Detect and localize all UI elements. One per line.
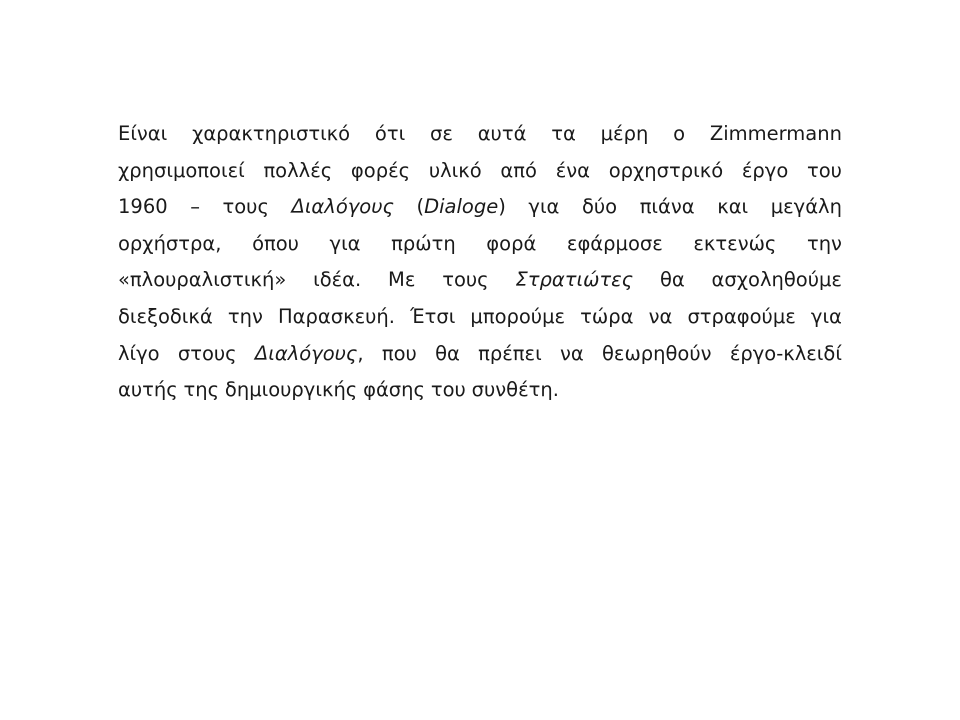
- word: δημιουργικής: [224, 378, 358, 402]
- italic-title-word: Dialoge: [424, 195, 499, 219]
- word: θα: [435, 341, 460, 365]
- word: Διαλόγους,: [254, 341, 364, 365]
- word: πολλές: [263, 158, 333, 182]
- word: πρέπει: [478, 341, 542, 365]
- word: Παρασκευή.: [277, 304, 395, 328]
- text-line: [118, 116, 842, 153]
- word: όπου: [252, 231, 299, 255]
- word: υλικό: [428, 158, 482, 182]
- word: θεωρηθούν: [601, 341, 712, 365]
- word: διεξοδικά: [118, 304, 213, 328]
- word: Είναι: [118, 122, 168, 145]
- word: 1960: [118, 195, 168, 219]
- text-line: [118, 336, 842, 373]
- word: έργο: [741, 158, 789, 182]
- word: τώρα: [580, 304, 634, 328]
- word: του: [430, 378, 466, 402]
- text-line: [118, 189, 842, 226]
- word: πρώτη: [391, 231, 456, 255]
- word: ορχήστρα,: [118, 231, 222, 255]
- word: έργο-κλειδί: [729, 341, 842, 365]
- word: την: [806, 231, 842, 255]
- word: από: [500, 158, 537, 182]
- text-line: [118, 226, 842, 263]
- word: της: [183, 378, 220, 402]
- word: αυτά: [477, 122, 527, 145]
- word: φάσης: [363, 378, 425, 402]
- word: στραφούμε: [687, 304, 796, 328]
- word: Με: [388, 268, 416, 292]
- word: πιάνα: [639, 195, 695, 219]
- word: και: [717, 195, 749, 219]
- word: τα: [551, 122, 576, 145]
- word: ένα: [555, 158, 590, 182]
- word: του: [807, 158, 842, 182]
- word: «πλουραλιστική»: [118, 268, 287, 292]
- word: για: [810, 304, 842, 328]
- word: ότι: [374, 122, 406, 145]
- word: ασχοληθούμε: [711, 268, 842, 292]
- word: λίγο: [118, 341, 160, 365]
- word: χρησιμοποιεί: [118, 158, 245, 182]
- word: ορχηστρικό: [608, 158, 724, 182]
- word: δύο: [581, 195, 618, 219]
- word: εφάρμοσε: [566, 231, 663, 255]
- word: φορές: [350, 158, 411, 182]
- text-line: [118, 372, 842, 409]
- word: σε: [429, 122, 453, 145]
- word: να: [559, 341, 584, 365]
- word: μέρη: [600, 122, 649, 145]
- word: για: [329, 231, 361, 255]
- word: θα: [659, 268, 685, 292]
- word: την: [227, 304, 263, 328]
- word: για: [528, 195, 560, 219]
- word: χαρακτηριστικό: [192, 122, 351, 145]
- body-paragraph: [118, 116, 842, 409]
- word: που: [381, 341, 417, 365]
- word: ιδέα.: [313, 268, 362, 292]
- word: εκτενώς: [693, 231, 777, 255]
- word: συνθέτη.: [471, 378, 559, 402]
- word: ο: [673, 122, 686, 145]
- word: τους: [222, 195, 269, 219]
- text-line: [118, 153, 842, 190]
- word: φορά: [486, 231, 537, 255]
- text-line: [118, 299, 842, 336]
- word: Zimmermann: [709, 122, 842, 145]
- word: Έτσι: [410, 304, 456, 328]
- italic-title-word: Διαλόγους: [291, 195, 394, 219]
- word: μεγάλη: [770, 195, 842, 219]
- word: μπορούμε: [470, 304, 566, 328]
- italic-title-word: Διαλόγους: [254, 341, 358, 365]
- text-line: [118, 262, 842, 299]
- word: στους: [177, 341, 237, 365]
- word: αυτής: [118, 378, 178, 402]
- italic-title-word: Στρατιώτες: [515, 268, 634, 292]
- word: να: [648, 304, 673, 328]
- word: (Dialoge): [416, 195, 506, 219]
- word: τους: [442, 268, 489, 292]
- word: –: [190, 195, 200, 219]
